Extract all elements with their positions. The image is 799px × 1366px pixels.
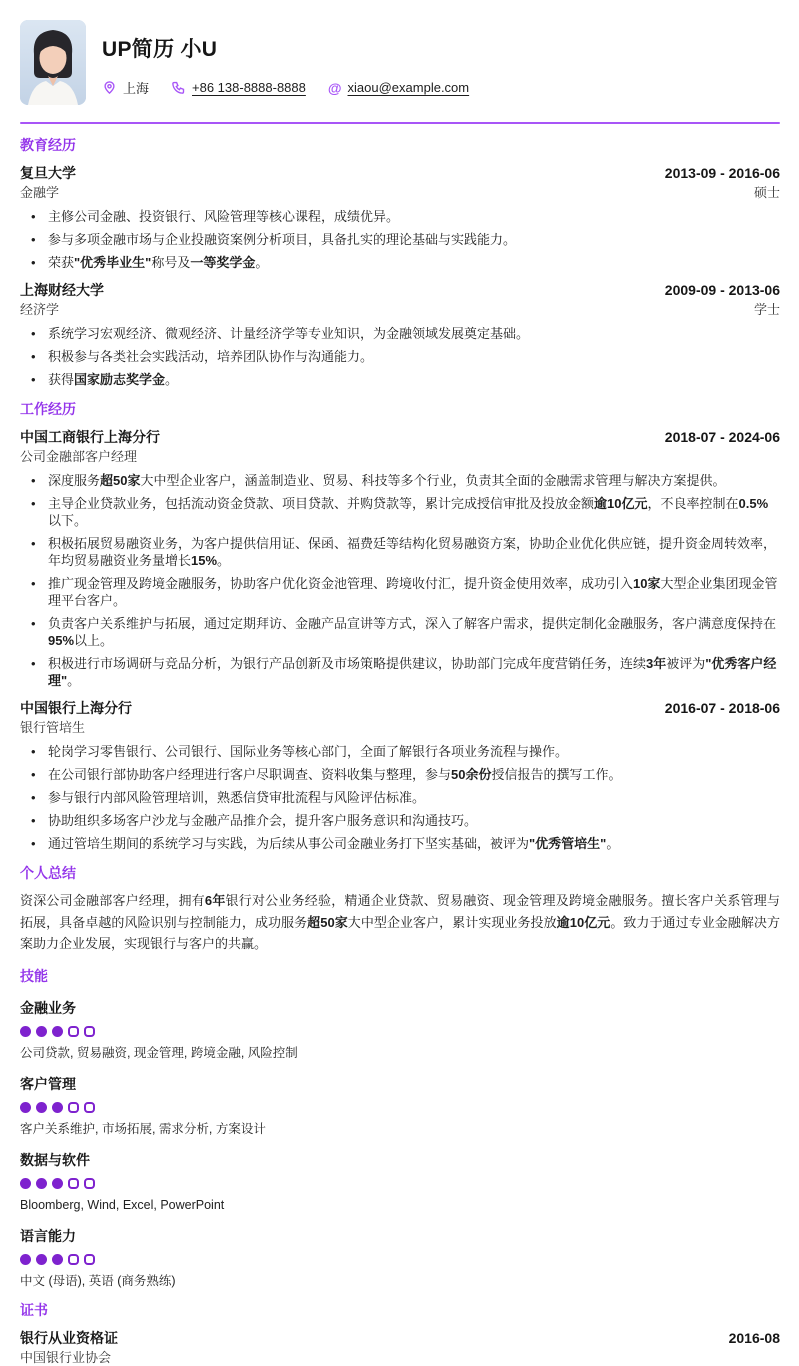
text-run: 大型企业集团现金管理平台客户。	[48, 576, 778, 608]
skill-name: 客户管理	[20, 1075, 76, 1092]
text-run: 以下。	[48, 513, 88, 528]
emphasized-text: 95%	[48, 633, 75, 648]
profile-photo-illustration	[20, 20, 86, 105]
summary-paragraph	[20, 890, 780, 955]
bullet-item	[20, 575, 780, 609]
text-run: 。	[165, 372, 179, 387]
contact-email	[328, 80, 469, 95]
bullet-list	[20, 472, 780, 689]
bullet-item	[20, 371, 780, 388]
text-run: 主修公司金融、投资银行、风险管理等核心课程，成绩优异。	[48, 209, 400, 224]
certificate-name: 银行从业资格证	[20, 1329, 118, 1346]
skill-name: 数据与软件	[20, 1151, 90, 1168]
section-title-education: 教育经历	[20, 137, 76, 153]
skill-dot-empty	[84, 1102, 95, 1113]
certificate-entry	[20, 1330, 780, 1366]
candidate-name: UP简历 小U	[102, 38, 218, 61]
skill-dot-filled	[20, 1178, 31, 1189]
emphasized-text: 超50家	[100, 473, 141, 488]
text-run: 。	[217, 553, 231, 568]
bullet-item	[20, 743, 780, 760]
bullet-item	[20, 325, 780, 342]
skill-item	[20, 1000, 780, 1061]
bullet-item	[20, 231, 780, 248]
skill-detail: 中文 (母语), 英语 (商务熟练)	[20, 1273, 176, 1288]
bullet-item	[20, 535, 780, 569]
text-run: 通过管培生期间的系统学习与实践，为后续从事公司金融业务打下坚实基础，被评为	[48, 836, 530, 851]
entry-title: 复旦大学	[20, 165, 76, 181]
text-run: 轮岗学习零售银行、公司银行、国际业务等核心部门，全面了解银行各项业务流程与操作。	[48, 744, 569, 759]
bullet-item	[20, 766, 780, 783]
skill-dot-filled	[36, 1178, 47, 1189]
bullet-list	[20, 208, 780, 271]
section-certificates	[20, 1302, 780, 1366]
header-info	[102, 20, 469, 105]
emphasized-text: 国家励志奖学金	[74, 372, 166, 387]
skill-dot-empty	[68, 1026, 79, 1037]
entry-header	[20, 429, 780, 446]
bullet-item	[20, 655, 780, 689]
entry-subtitle: 公司金融部客户经理	[20, 449, 138, 464]
certificate-header	[20, 1330, 780, 1347]
skill-level-dots	[20, 1026, 780, 1037]
entry-subtitle: 银行管培生	[20, 720, 86, 735]
bullet-item	[20, 472, 780, 489]
skill-dot-filled	[52, 1026, 63, 1037]
bullet-item	[20, 348, 780, 365]
work-entry	[20, 429, 780, 689]
text-run: 主导企业贷款业务，包括流动资金贷款、项目贷款、并购贷款等，累计完成授信审批及投放金额	[48, 496, 595, 511]
entry-date: 2009-09 - 2013-06	[664, 282, 780, 298]
text-run: 参与多项金融市场与企业投融资案例分析项目，具备扎实的理论基础与实践能力。	[48, 232, 517, 247]
skill-item	[20, 1076, 780, 1137]
education-entry	[20, 282, 780, 388]
text-run: 。	[67, 673, 81, 688]
emphasized-text: 6年	[204, 893, 226, 908]
bullet-list	[20, 325, 780, 388]
emphasized-text: 逾10亿元	[594, 496, 648, 511]
skill-level-dots	[20, 1102, 780, 1113]
text-run: 。致力于通过专业金融解决方案助力企业发展，实现银行与客户的共赢。	[20, 914, 780, 951]
text-run: 积极拓展贸易融资业务，为客户提供信用证、保函、福费廷等结构化贸易融资方案，协助企业优化供应链，提升资金周转效率，年均贸易融资业务量增长	[48, 536, 777, 568]
entry-subheader	[20, 185, 780, 201]
contact-row	[102, 78, 469, 97]
text-run: 。	[606, 836, 620, 851]
skill-level-dots	[20, 1254, 780, 1265]
emphasized-text: 10家	[633, 576, 661, 591]
entry-subheader	[20, 449, 780, 465]
text-run: 银行对公业务经验，精通企业贷款、贸易融资、现金管理及跨境金融服务。擅长客户关系管理与拓展，具备卓越的风险识别与控制能力，成功服务	[20, 893, 780, 930]
section-education	[20, 137, 780, 388]
entry-date: 2018-07 - 2024-06	[664, 429, 780, 445]
entry-subheader	[20, 720, 780, 736]
emphasized-text: "优秀客户经理"	[48, 656, 777, 688]
text-run: 在公司银行部协助客户经理进行客户尽职调查、资料收集与整理，参与	[48, 767, 452, 782]
skill-dot-filled	[36, 1026, 47, 1037]
skill-dot-filled	[52, 1178, 63, 1189]
emphasized-text: 0.5%	[738, 496, 769, 511]
emphasized-text: 3年	[646, 656, 667, 671]
emphasized-text: 一等奖学金	[190, 255, 256, 270]
text-run: ，不良率控制在	[647, 496, 739, 511]
text-run: 称号及	[151, 255, 191, 270]
skill-dot-filled	[20, 1254, 31, 1265]
bullet-item	[20, 835, 780, 852]
skill-level-dots	[20, 1178, 780, 1189]
entry-subtitle: 经济学	[20, 302, 60, 317]
certificate-issuer: 中国银行业协会	[20, 1349, 112, 1365]
text-run: 积极参与各类社会实践活动，培养团队协作与沟通能力。	[48, 349, 374, 364]
contact-location	[102, 78, 149, 97]
text-run: 大中型企业客户，涵盖制造业、贸易、科技等多个行业，负责其全面的金融需求管理与解决方案提供。	[140, 473, 726, 488]
entry-header	[20, 700, 780, 717]
text-run: 授信报告的撰写工作。	[491, 767, 622, 782]
skill-dot-filled	[52, 1102, 63, 1113]
section-skills	[20, 968, 780, 1289]
entry-header	[20, 282, 780, 299]
emphasized-text: 逾10亿元	[556, 914, 611, 930]
skill-dot-empty	[84, 1026, 95, 1037]
text-run: 大中型企业客户，累计实现业务投放	[347, 914, 557, 930]
skill-dot-filled	[36, 1102, 47, 1113]
skill-item	[20, 1152, 780, 1213]
text-run: 推广现金管理及跨境金融服务，协助客户优化资金池管理、跨境收付汇，提升资金使用效率，成功引入	[48, 576, 634, 591]
bullet-item	[20, 495, 780, 529]
entry-header	[20, 165, 780, 182]
skill-dot-filled	[20, 1102, 31, 1113]
text-run: 资深公司金融部客户经理，拥有	[20, 893, 205, 908]
bullet-item	[20, 789, 780, 806]
entry-title: 上海财经大学	[20, 282, 104, 298]
text-run: 深度服务	[48, 473, 101, 488]
skill-detail: Bloomberg, Wind, Excel, PowerPoint	[20, 1197, 225, 1212]
email-at-icon: @	[327, 79, 342, 96]
skill-dot-empty	[68, 1102, 79, 1113]
skill-name: 金融业务	[20, 999, 76, 1016]
entry-title: 中国工商银行上海分行	[20, 429, 160, 445]
skill-name: 语言能力	[20, 1227, 76, 1244]
emphasized-text: "优秀管培生"	[529, 836, 607, 851]
bullet-item	[20, 615, 780, 649]
skill-dot-filled	[20, 1026, 31, 1037]
header-divider	[20, 122, 780, 124]
skill-detail: 客户关系维护, 市场拓展, 需求分析, 方案设计	[20, 1121, 266, 1136]
bullet-item	[20, 812, 780, 829]
emphasized-text: 超50家	[307, 914, 348, 930]
resume-sections	[20, 137, 780, 1366]
skill-item	[20, 1228, 780, 1289]
skill-dot-filled	[52, 1254, 63, 1265]
certificate-date: 2016-08	[728, 1329, 780, 1346]
bullet-list	[20, 743, 780, 852]
contact-phone	[171, 80, 306, 95]
resume-header	[20, 0, 780, 105]
entry-subtitle: 金融学	[20, 185, 60, 200]
text-run: 荣获	[48, 255, 75, 270]
skill-dot-empty	[68, 1178, 79, 1189]
location-pin-icon	[102, 80, 117, 95]
text-run: 协助组织多场客户沙龙与金融产品推介会，提升客户服务意识和沟通技巧。	[48, 813, 478, 828]
text-run: 以上。	[74, 633, 114, 648]
entry-date: 2016-07 - 2018-06	[664, 700, 780, 716]
phone-icon	[171, 80, 186, 95]
entry-date: 2013-09 - 2016-06	[664, 165, 780, 181]
skill-detail: 公司贷款, 贸易融资, 现金管理, 跨境金融, 风险控制	[20, 1045, 298, 1060]
text-run: 被评为	[666, 656, 706, 671]
location-text: 上海	[123, 81, 150, 96]
emphasized-text: 50余份	[451, 767, 492, 782]
emphasized-text: 15%	[191, 553, 218, 568]
entry-degree: 硕士	[753, 185, 780, 200]
section-work	[20, 401, 780, 852]
email-link[interactable]: xiaou@example.com	[347, 80, 470, 95]
bullet-item	[20, 254, 780, 271]
section-summary	[20, 865, 780, 955]
skill-dot-empty	[84, 1254, 95, 1265]
text-run: 系统学习宏观经济、微观经济、计量经济学等专业知识，为金融领域发展奠定基础。	[48, 326, 530, 341]
section-title-summary: 个人总结	[20, 865, 76, 881]
skill-dot-filled	[36, 1254, 47, 1265]
skill-dot-empty	[84, 1178, 95, 1189]
entry-subheader	[20, 302, 780, 318]
entry-degree: 学士	[753, 302, 780, 317]
section-title-certificates: 证书	[20, 1301, 48, 1318]
section-title-work: 工作经历	[20, 401, 76, 417]
text-run: 。	[255, 255, 269, 270]
text-run: 参与银行内部风险管理培训，熟悉信贷审批流程与风险评估标准。	[48, 790, 426, 805]
text-run: 获得	[48, 372, 75, 387]
profile-photo	[20, 20, 86, 105]
text-run: 负责客户关系维护与拓展，通过定期拜访、金融产品宣讲等方式，深入了解客户需求，提供定制化金融服务，客户满意度保持在	[48, 616, 777, 631]
bullet-item	[20, 208, 780, 225]
section-title-skills: 技能	[20, 967, 48, 984]
emphasized-text: "优秀毕业生"	[74, 255, 152, 270]
education-entry	[20, 165, 780, 271]
skill-dot-empty	[68, 1254, 79, 1265]
text-run: 积极进行市场调研与竞品分析，为银行产品创新及市场策略提供建议，协助部门完成年度营销任务，连续	[48, 656, 647, 671]
work-entry	[20, 700, 780, 852]
entry-title: 中国银行上海分行	[20, 700, 132, 716]
phone-link[interactable]: +86 138-8888-8888	[192, 80, 306, 95]
